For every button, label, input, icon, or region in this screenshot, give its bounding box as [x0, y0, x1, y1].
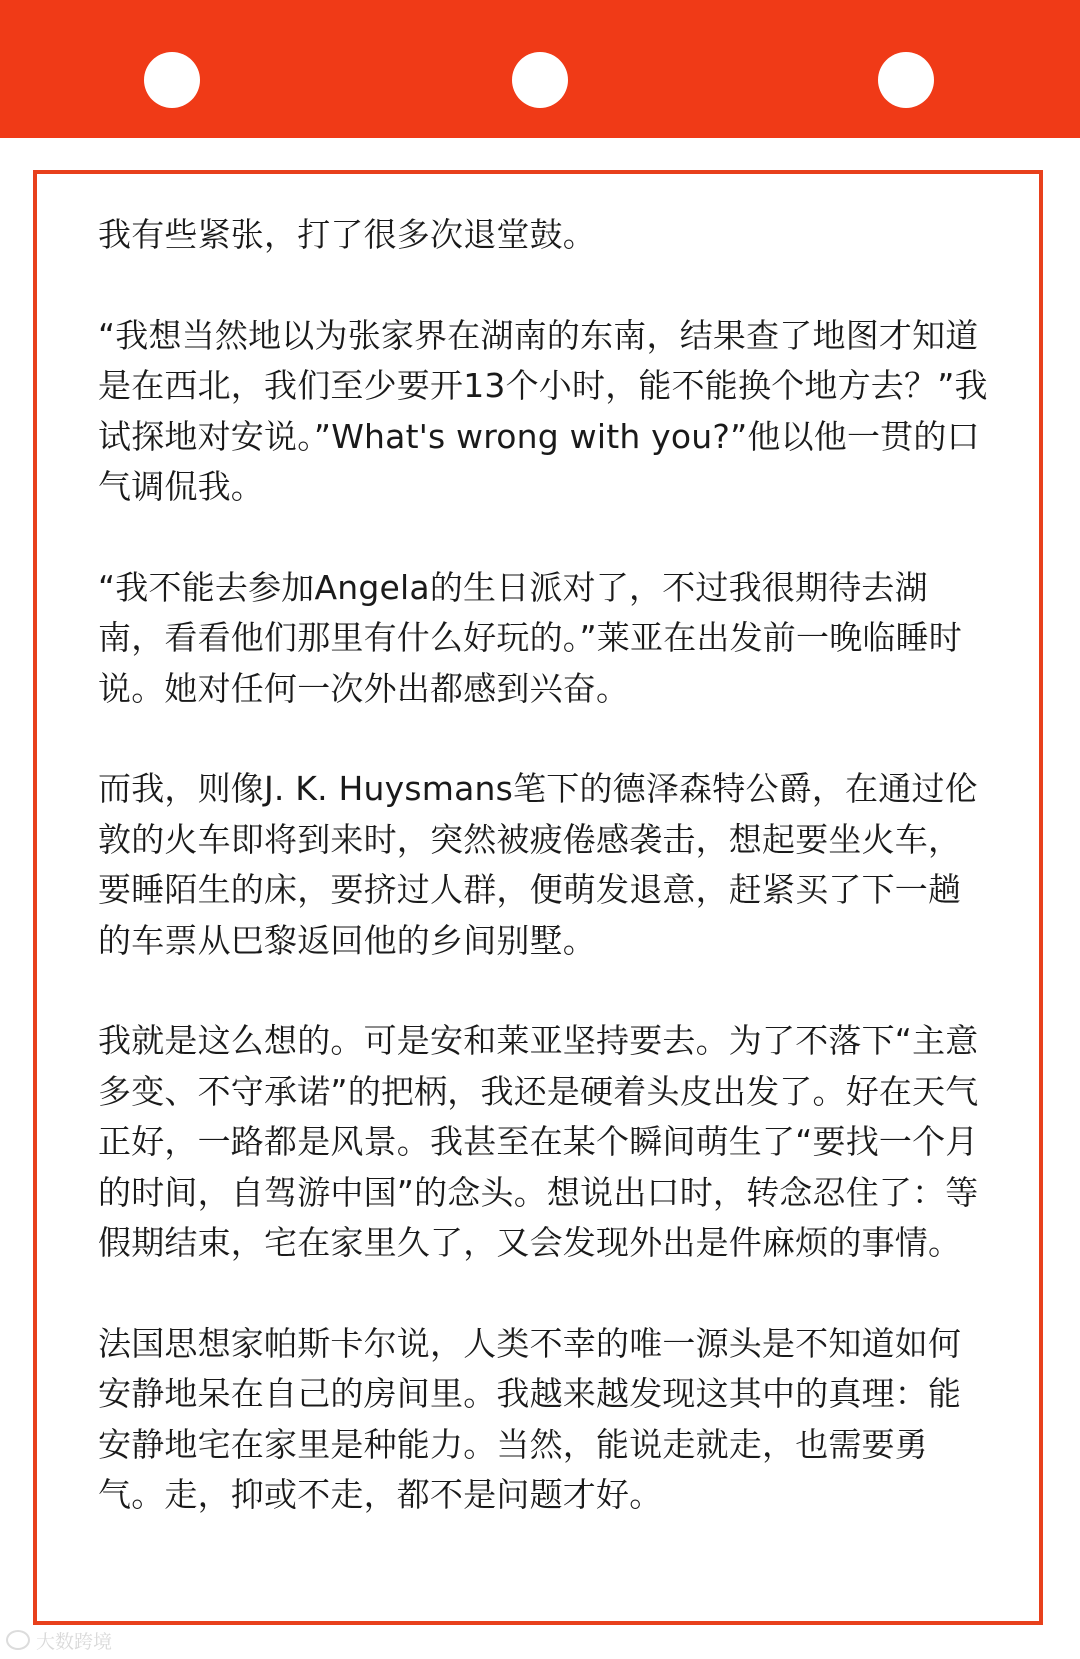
watermark-logo-icon: [6, 1630, 30, 1650]
binder-ring-hole-center: [512, 52, 568, 108]
binder-ring-hole-left: [144, 52, 200, 108]
paragraph-6: 法国思想家帕斯卡尔说，人类不幸的唯一源头是不知道如何安静地呆在自己的房间里。我越来越发现这其中的真理：能安静地宅在家里是种能力。当然，能说走就走，也需要勇气。走，抑或不走，都不是问题才好。: [98, 1323, 962, 1514]
article-body: [98, 210, 988, 1571]
paragraph-3: “我不能去参加Angela的生日派对了，不过我很期待去湖南，看看他们那里有什么好玩的。”莱亚在出发前一晚临睡时说。她对任何一次外出都感到兴奋。: [98, 567, 962, 708]
watermark: [6, 1625, 112, 1655]
paragraph-5: 我就是这么想的。可是安和莱亚坚持要去。为了不落下“主意多变、不守承诺”的把柄，我还是硬着头皮出发了。好在天气正好，一路都是风景。我甚至在某个瞬间萌生了“要找一个月的时间，自驾游中国”的念头。想说出口时，转念忍住了：等假期结束，宅在家里久了，又会发现外出是件麻烦的事情。: [98, 1021, 979, 1262]
paragraph-4: 而我，则像J. K. Huysmans笔下的德泽森特公爵，在通过伦敦的火车即将到来时，突然被疲倦感袭击，想起要坐火车，要睡陌生的床，要挤过人群，便萌发退意，赶紧买了下一趟的车票从巴黎返回他的乡间别墅。: [98, 769, 978, 960]
paragraph-2: “我想当然地以为张家界在湖南的东南，结果查了地图才知道是在西北，我们至少要开13个小时，能不能换个地方去？”我试探地对安说。”What's wrong with you?”他以他一贯的口气调侃我。: [98, 315, 988, 506]
watermark-text: 大数跨境: [36, 1630, 113, 1653]
paragraph-1: 我有些紧张，打了很多次退堂鼓。: [98, 215, 596, 254]
calendar-header-bar: [0, 0, 1080, 138]
binder-ring-hole-right: [878, 52, 934, 108]
